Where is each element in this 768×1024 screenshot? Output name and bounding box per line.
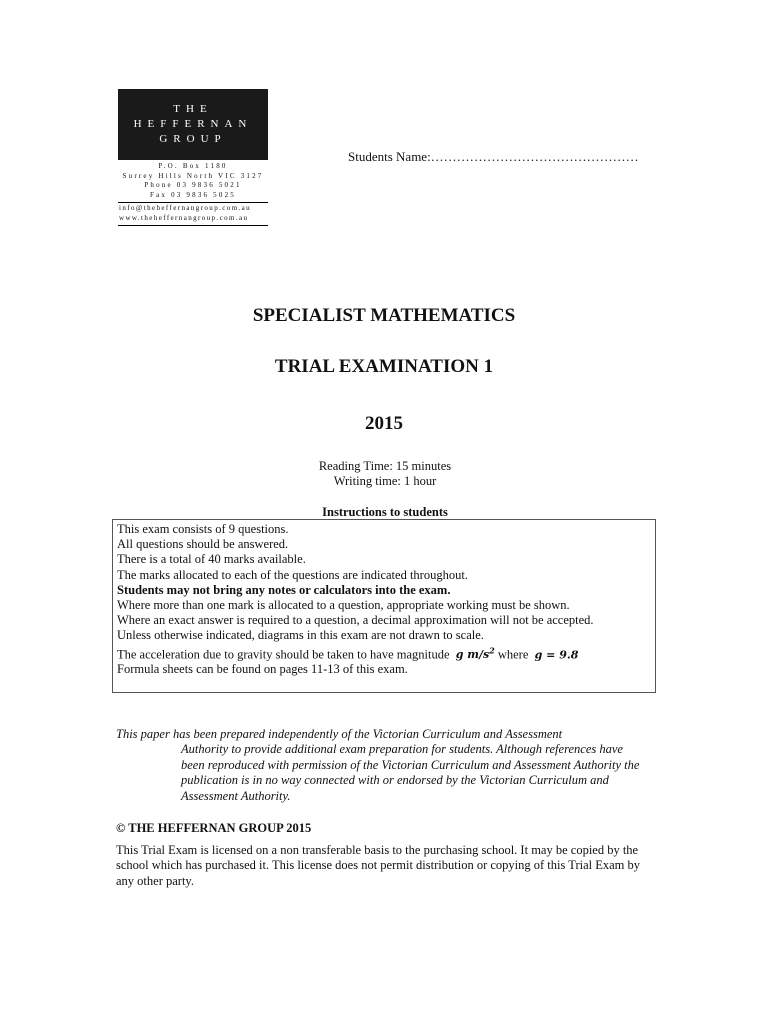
reading-time: Reading Time: 15 minutes — [318, 459, 452, 473]
logo-website: www.theheffernangroup.com.au — [119, 213, 249, 222]
instruction-line: There is a total of 40 marks available. — [117, 552, 306, 567]
exam-times — [0, 459, 768, 489]
instruction-line: The marks allocated to each of the questions are indicated throughout. — [117, 567, 468, 582]
instruction-line: Where an exact answer is required to a question, a decimal approximation will not be accepted. — [117, 613, 594, 628]
exam-year: 2015 — [365, 413, 403, 434]
gravity-unit — [455, 645, 495, 662]
instruction-line: Unless otherwise indicated, diagrams in this exam are not drawn to scale. — [117, 628, 484, 643]
logo-po-box: P.O. Box 1180 — [158, 162, 228, 170]
logo-divider — [118, 202, 268, 203]
instruction-line: All questions should be answered. — [117, 537, 289, 552]
student-name-field: Students Name:………………………………………… — [348, 149, 639, 164]
logo-fax: Fax 03 9836 5025 — [150, 190, 236, 199]
gravity-unit-exponent: 2 — [489, 645, 495, 656]
disclaimer — [116, 727, 646, 804]
logo-contact — [118, 162, 268, 200]
logo-line-3: GROUP — [159, 133, 227, 145]
instruction-line-bold: Students may not bring any notes or calculators into the exam. — [117, 582, 451, 597]
instruction-line: Where more than one mark is allocated to a question, appropriate working must be shown. — [117, 598, 570, 613]
gravity-text: The acceleration due to gravity should be taken to have magnitude — [117, 647, 450, 662]
disclaimer-body: Authority to provide additional exam preparation for students. Although references have been reproduced with permission of the Victorian Curriculum and Assessment Authority the publication is in no way connected with or endorsed by the Victorian Curriculum and Assessment Authority. — [181, 742, 640, 803]
disclaimer-first-line: This paper has been prepared independently of the Victorian Curriculum and Assessment — [116, 727, 563, 741]
subject-title: SPECIALIST MATHEMATICS — [252, 305, 516, 326]
logo-web-block — [118, 204, 268, 225]
instruction-line: This exam consists of 9 questions. — [117, 522, 289, 536]
gravity-unit-text: g m/s — [455, 648, 490, 662]
gravity-value: g = 9.8 — [534, 648, 579, 662]
logo-phone: Phone 03 9836 5021 — [144, 181, 242, 190]
logo-email: info@theheffernangroup.com.au — [119, 204, 252, 213]
gravity-instruction — [117, 644, 651, 663]
logo-title-block — [118, 89, 268, 160]
license-text: This Trial Exam is licensed on a non transferable basis to the purchasing school. It may be copied by the school which has purchased it. This license does not permit distribution or copying of this Trial Exam by any other party. — [116, 843, 641, 888]
instructions-title: Instructions to students — [322, 505, 448, 519]
copyright-notice: © THE HEFFERNAN GROUP 2015 — [116, 821, 312, 835]
exam-title: TRIAL EXAMINATION 1 — [274, 356, 494, 377]
logo-line-1: THE — [173, 103, 213, 115]
company-logo — [118, 89, 268, 226]
instruction-line: Formula sheets can be found on pages 11-13 of this exam. — [117, 662, 408, 677]
logo-line-2: HEFFERNAN — [133, 118, 253, 130]
gravity-where: where — [497, 647, 529, 662]
logo-suburb: Surrey Hills North VIC 3127 — [122, 171, 264, 180]
writing-time: Writing time: 1 hour — [333, 474, 437, 488]
instructions-box — [112, 519, 656, 693]
